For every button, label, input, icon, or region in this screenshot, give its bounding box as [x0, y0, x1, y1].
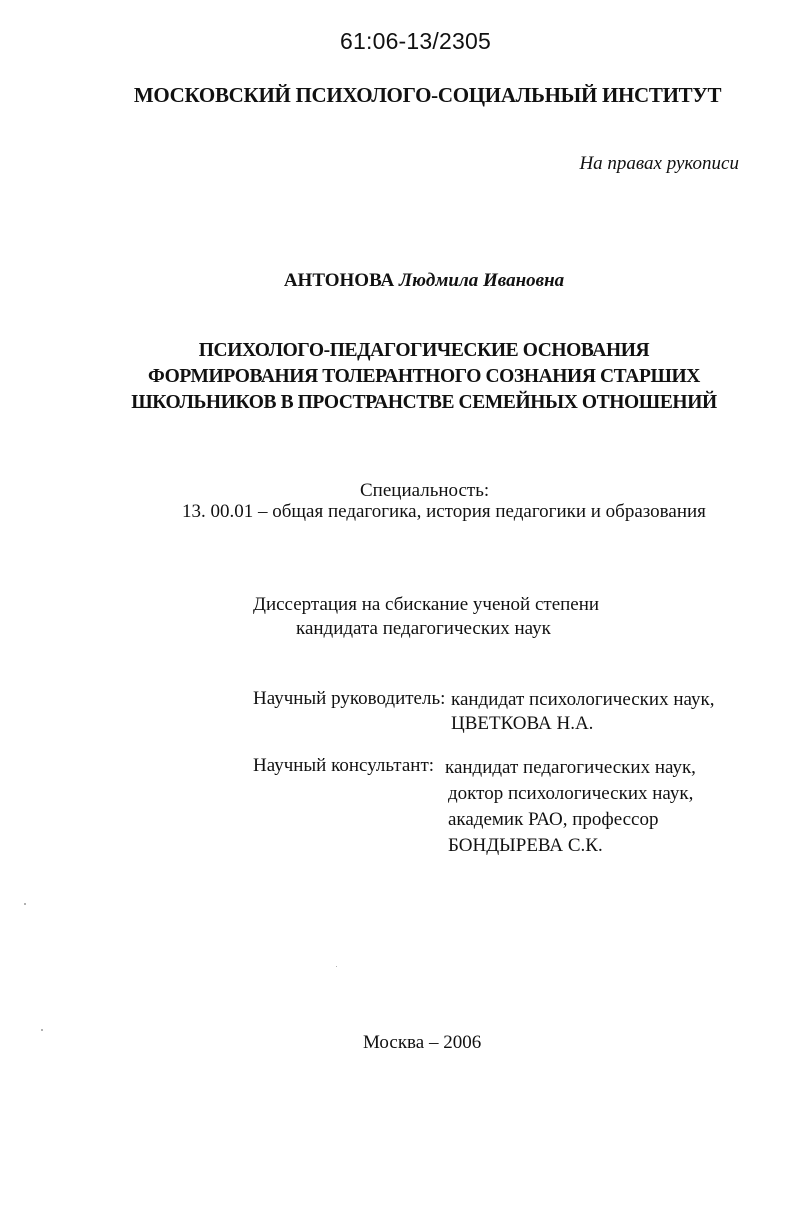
dissertation-title	[0, 338, 795, 416]
supervisor-line: ЦВЕТКОВА Н.А.	[451, 713, 594, 734]
city-year: Москва – 2006	[363, 1032, 482, 1053]
scan-speck	[41, 1029, 43, 1031]
author-surname: АНТОНОВА	[283, 270, 395, 291]
supervisor-details	[451, 688, 714, 736]
scan-speck	[336, 966, 337, 967]
consultant-line: кандидат педагогических наук,	[445, 757, 696, 778]
scan-speck	[24, 903, 26, 905]
institute-name: МОСКОВСКИЙ ПСИХОЛОГО-СОЦИАЛЬНЫЙ ИНСТИТУТ	[133, 83, 722, 107]
consultant-line: доктор психологических наук,	[448, 783, 694, 804]
author-given-names: Людмила Ивановна	[399, 270, 565, 291]
title-line: ШКОЛЬНИКОВ В ПРОСТРАНСТВЕ СЕМЕЙНЫХ ОТНОШЕНИЙ	[131, 392, 717, 413]
supervisor-label: Научный руководитель:	[253, 688, 446, 709]
consultant-details	[445, 755, 696, 859]
catalog-number: 61:06-13/2305	[340, 28, 491, 54]
specialty-label: Специальность:	[360, 480, 490, 501]
specialty-value: 13. 00.01 – общая педагогика, история педагогики и образования	[182, 501, 706, 522]
author-name	[0, 270, 795, 292]
dissertation-degree	[253, 593, 599, 641]
consultant-line: академик РАО, профессор	[448, 809, 659, 830]
manuscript-rights-note: На правах рукописи	[579, 153, 739, 174]
supervisor-line: кандидат психологических наук,	[451, 689, 715, 710]
consultant-label: Научный консультант:	[253, 755, 435, 776]
degree-line: кандидата педагогических наук	[296, 618, 551, 639]
title-line: ПСИХОЛОГО-ПЕДАГОГИЧЕСКИЕ ОСНОВАНИЯ	[198, 340, 650, 361]
degree-line: Диссертация на сбискание ученой степени	[253, 594, 600, 615]
consultant-line: БОНДЫРЕВА С.К.	[448, 835, 603, 856]
title-line: ФОРМИРОВАНИЯ ТОЛЕРАНТНОГО СОЗНАНИЯ СТАРШИХ	[148, 366, 700, 387]
